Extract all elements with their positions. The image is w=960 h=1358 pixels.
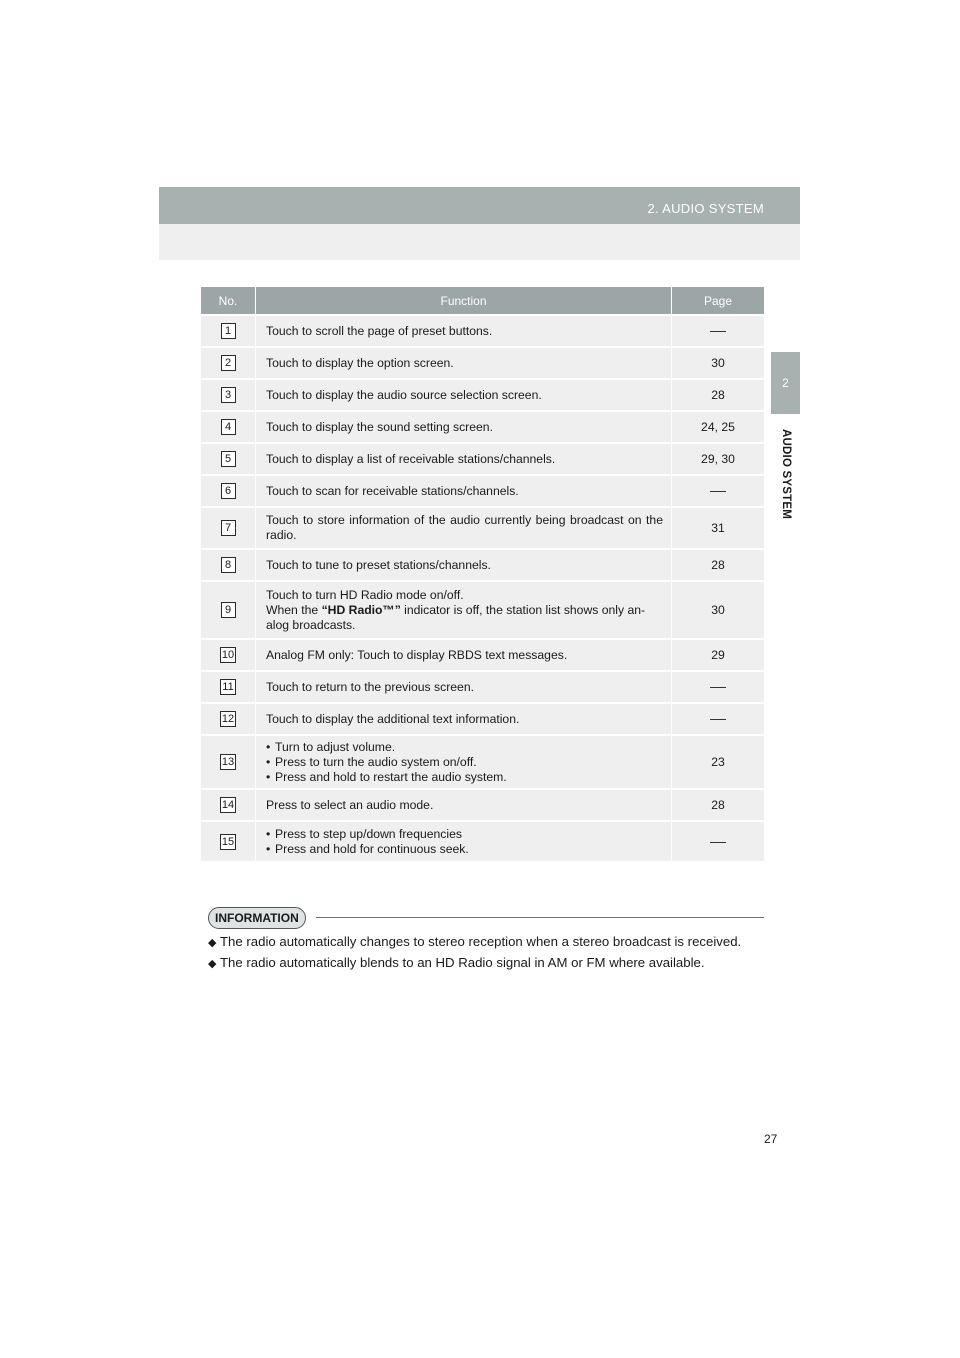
table-row	[201, 581, 764, 639]
table-row	[201, 639, 764, 671]
callout-number-icon: 10	[221, 649, 235, 661]
callout-number-icon: 11	[222, 681, 234, 693]
row-page-cell	[672, 789, 765, 821]
no-page-dash	[710, 842, 726, 843]
row-page-cell	[672, 475, 765, 507]
callout-number-icon: 15	[221, 835, 235, 848]
row-page-cell	[672, 443, 765, 475]
row-page-cell	[672, 347, 765, 379]
row-function-cell	[256, 379, 672, 411]
row-function-cell	[256, 411, 672, 443]
row-number-cell	[201, 789, 256, 821]
chapter-tab	[771, 352, 800, 414]
function-text: Touch to turn HD Radio mode on/off.	[266, 587, 464, 602]
function-text: Touch to tune to preset stations/channels.	[266, 557, 491, 572]
row-function-cell	[256, 443, 672, 475]
row-function-cell	[256, 581, 672, 639]
no-page-dash	[710, 491, 726, 492]
row-number-cell	[201, 821, 256, 861]
page-reference: 30	[711, 356, 725, 370]
callout-number-icon: 6	[221, 483, 236, 499]
row-function-cell	[256, 821, 672, 861]
table-row	[201, 507, 764, 549]
row-number-cell	[201, 411, 256, 443]
section-header-band	[159, 187, 800, 224]
page-reference: 30	[711, 603, 725, 617]
page-reference: 29	[711, 648, 725, 662]
page-reference: 28	[711, 798, 725, 812]
row-page-cell	[672, 639, 765, 671]
table-row	[201, 821, 764, 861]
row-function-cell	[256, 549, 672, 581]
page-reference: 24, 25	[701, 420, 735, 434]
function-text: Touch to display the audio source selection screen.	[266, 387, 542, 402]
row-page-cell	[672, 821, 765, 861]
function-text: Touch to display the option screen.	[266, 355, 454, 370]
function-text: Touch to store information of the audio currently being broadcast on the radio.	[266, 513, 663, 542]
table-row	[201, 789, 764, 821]
function-bullet: • Press to turn the audio system on/off.	[266, 755, 663, 770]
row-function-cell	[256, 703, 672, 735]
row-number-cell	[201, 475, 256, 507]
function-note: When the “HD Radio™” indicator is off, the station list shows only an-alog broadcasts.	[266, 602, 646, 632]
callout-number-icon: 13	[221, 756, 235, 768]
callout-number-icon: 2	[221, 355, 236, 371]
row-page-cell	[672, 411, 765, 443]
page-reference	[710, 680, 726, 694]
chapter-side-label: AUDIO SYSTEM	[780, 429, 792, 519]
callout-number-icon: 5	[221, 451, 236, 467]
callout-number-icon: 3	[221, 387, 236, 403]
table-row	[201, 443, 764, 475]
row-function-cell	[256, 789, 672, 821]
row-function-cell	[256, 315, 672, 347]
function-text: Touch to scan for receivable stations/channels.	[266, 483, 519, 498]
page-reference: 28	[711, 388, 725, 402]
function-bullet: • Press and hold for continuous seek.	[266, 842, 663, 857]
row-page-cell	[672, 735, 765, 789]
callout-number-icon: 9	[221, 602, 236, 618]
chapter-tab-number: 2	[782, 376, 789, 390]
page-reference	[710, 484, 726, 498]
row-number-cell	[201, 379, 256, 411]
column-header-function: Function	[256, 287, 672, 315]
column-header-no: No.	[201, 287, 256, 315]
row-page-cell	[672, 549, 765, 581]
row-page-cell	[672, 379, 765, 411]
row-number-cell	[201, 507, 256, 549]
page-reference: 23	[711, 755, 725, 769]
row-number-cell	[201, 443, 256, 475]
row-number-cell	[201, 735, 256, 789]
function-bullet: • Turn to adjust volume.	[266, 740, 663, 755]
row-page-cell	[672, 581, 765, 639]
row-number-cell	[201, 671, 256, 703]
bullet-icon: ◆	[208, 937, 217, 949]
information-item: ◆ The radio automatically changes to stereo reception when a stereo broadcast is received.	[208, 932, 768, 953]
hd-radio-indicator-label: “HD Radio™”	[321, 602, 401, 617]
function-text: Touch to display the additional text information.	[266, 711, 520, 726]
row-page-cell	[672, 507, 765, 549]
function-text: Touch to return to the previous screen.	[266, 679, 474, 694]
section-title: 2. AUDIO SYSTEM	[647, 201, 764, 216]
row-page-cell	[672, 703, 765, 735]
function-bullet: • Press and hold to restart the audio system.	[266, 770, 663, 785]
row-number-cell	[201, 581, 256, 639]
function-text: Touch to scroll the page of preset buttons.	[266, 323, 493, 338]
section-subheader-band	[159, 224, 800, 260]
table-row	[201, 735, 764, 789]
callout-number-icon: 12	[221, 713, 235, 725]
function-bullet: • Press to step up/down frequencies	[266, 827, 663, 842]
row-number-cell	[201, 549, 256, 581]
row-function-cell	[256, 347, 672, 379]
information-badge: INFORMATION	[208, 907, 306, 929]
row-function-cell	[256, 735, 672, 789]
row-number-cell	[201, 315, 256, 347]
information-item: ◆ The radio automatically blends to an HD Radio signal in AM or FM where available.	[208, 953, 768, 974]
function-text: Press to select an audio mode.	[266, 797, 434, 812]
page-reference	[710, 712, 726, 726]
page-number: 27	[764, 1132, 778, 1146]
table-row	[201, 347, 764, 379]
table-row	[201, 315, 764, 347]
callout-number-icon: 14	[221, 799, 235, 811]
information-list	[208, 932, 768, 974]
page-reference: 29, 30	[701, 452, 735, 466]
table-row	[201, 671, 764, 703]
no-page-dash	[710, 719, 726, 720]
row-function-cell	[256, 639, 672, 671]
row-page-cell	[672, 315, 765, 347]
column-header-page: Page	[672, 287, 765, 315]
page-reference	[710, 835, 726, 849]
callout-number-icon: 8	[221, 557, 236, 573]
row-page-cell	[672, 671, 765, 703]
no-page-dash	[710, 331, 726, 332]
callout-number-icon: 4	[221, 419, 236, 435]
row-number-cell	[201, 703, 256, 735]
table-header-row	[201, 287, 764, 315]
function-text: Touch to display a list of receivable stations/channels.	[266, 451, 556, 466]
bullet-icon: ◆	[208, 958, 217, 970]
page-reference	[710, 324, 726, 338]
row-number-cell	[201, 347, 256, 379]
page-reference: 28	[711, 558, 725, 572]
table-row	[201, 379, 764, 411]
page-reference: 31	[711, 521, 725, 535]
function-text: Touch to display the sound setting screen.	[266, 419, 493, 434]
no-page-dash	[710, 687, 726, 688]
row-function-cell	[256, 671, 672, 703]
function-text: Analog FM only: Touch to display RBDS text messages.	[266, 647, 568, 662]
function-table	[201, 287, 764, 861]
row-number-cell	[201, 639, 256, 671]
callout-number-icon: 1	[221, 323, 236, 339]
table-row	[201, 411, 764, 443]
row-function-cell	[256, 507, 672, 549]
table-row	[201, 549, 764, 581]
callout-number-icon: 7	[221, 520, 236, 536]
table-row	[201, 703, 764, 735]
row-function-cell	[256, 475, 672, 507]
table-row	[201, 475, 764, 507]
